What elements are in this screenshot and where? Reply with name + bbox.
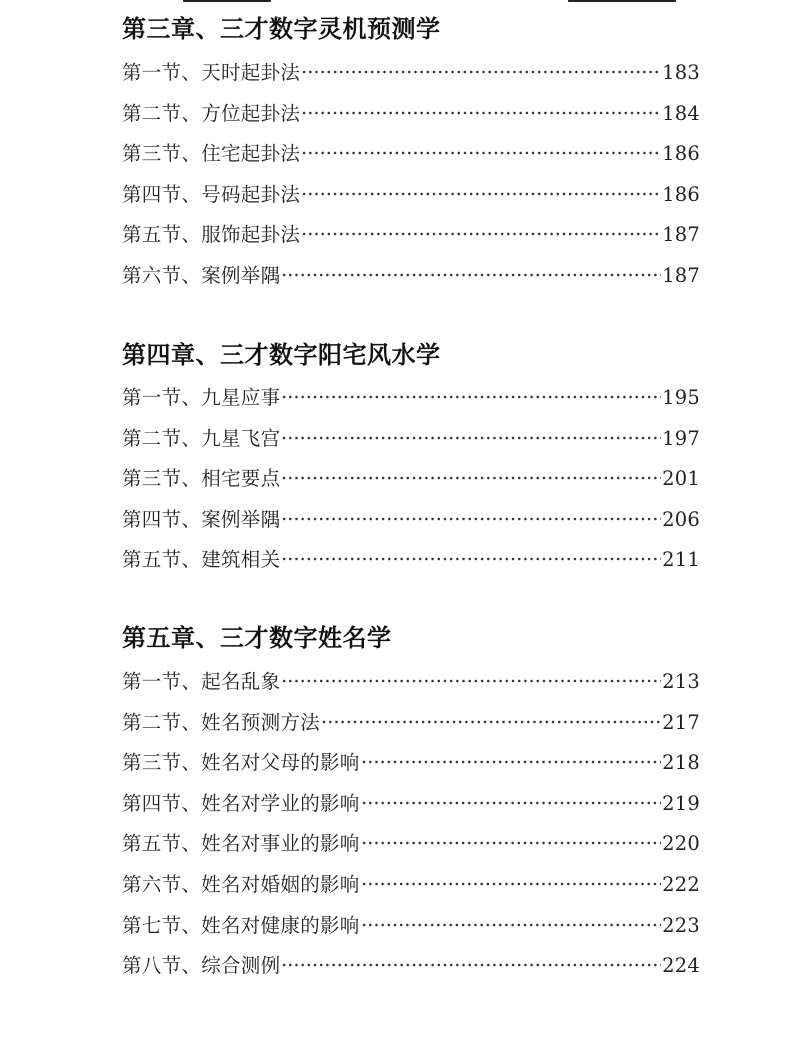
toc-entry[interactable]	[122, 94, 700, 135]
page-number: 217	[662, 710, 700, 734]
section-list	[122, 662, 700, 987]
section-list	[122, 53, 700, 297]
toc-entry[interactable]	[122, 53, 700, 94]
dot-leader	[281, 963, 661, 967]
chapter-title: 第三章、三才数字灵机预测学	[122, 15, 441, 43]
dot-leader	[361, 841, 662, 845]
section-title: 第五节、姓名对事业的影响	[122, 832, 360, 856]
toc-entry[interactable]	[122, 865, 700, 906]
section-title: 第三节、住宅起卦法	[122, 142, 301, 166]
section-list	[122, 378, 700, 581]
toc-entry[interactable]	[122, 419, 700, 460]
section-title: 第八节、综合测例	[122, 954, 281, 978]
cropped-text-fragment	[568, 0, 676, 2]
section-title: 第一节、起名乱象	[122, 670, 281, 693]
chapter-4	[122, 340, 700, 581]
chapter-3	[122, 14, 700, 297]
section-title: 第七节、姓名对健康的影响	[122, 913, 360, 937]
cropped-text-fragment	[183, 0, 271, 2]
page-number: 220	[662, 832, 700, 856]
dot-leader	[281, 436, 661, 440]
dot-leader	[361, 760, 662, 764]
section-title: 第三节、姓名对父母的影响	[122, 751, 360, 775]
toc-entry[interactable]	[122, 824, 700, 865]
toc-entry[interactable]	[122, 134, 700, 175]
dot-leader	[281, 476, 661, 480]
toc-entry[interactable]	[122, 743, 700, 784]
page-number: 186	[662, 182, 700, 206]
dot-leader	[361, 801, 662, 805]
page-number: 201	[662, 467, 700, 491]
section-title: 第六节、案例举隅	[122, 263, 281, 287]
section-title: 第三节、相宅要点	[122, 467, 281, 491]
toc-entry[interactable]	[122, 906, 700, 947]
toc-entry[interactable]	[122, 946, 700, 987]
page-number: 206	[662, 507, 700, 531]
toc-entry[interactable]	[122, 540, 700, 581]
page-number: 184	[662, 101, 700, 125]
page-number: 187	[662, 263, 700, 287]
toc-entry[interactable]	[122, 662, 700, 703]
dot-leader	[281, 557, 661, 561]
toc-entry[interactable]	[122, 784, 700, 825]
toc-entry[interactable]	[122, 175, 700, 216]
toc-entry[interactable]	[122, 256, 700, 297]
page-number: 222	[662, 872, 700, 896]
section-title: 第二节、九星飞宫	[122, 426, 281, 450]
section-title: 第二节、姓名预测方法	[122, 710, 321, 734]
dot-leader	[301, 111, 661, 115]
toc-entry[interactable]	[122, 378, 700, 419]
toc-entry[interactable]	[122, 500, 700, 541]
dot-leader	[281, 273, 661, 277]
page-number: 186	[662, 142, 700, 166]
toc-entry[interactable]	[122, 703, 700, 744]
page-number: 218	[662, 751, 700, 775]
dot-leader	[301, 151, 661, 155]
section-title: 第二节、方位起卦法	[122, 101, 301, 125]
page-number: 224	[662, 954, 700, 978]
toc-entry[interactable]	[122, 215, 700, 256]
chapter-title: 第五章、三才数字姓名学	[122, 624, 392, 652]
page-number: 183	[662, 61, 700, 84]
dot-leader	[301, 232, 661, 236]
chapter-5	[122, 623, 700, 987]
toc-entry[interactable]	[122, 459, 700, 500]
section-title: 第四节、案例举隅	[122, 507, 281, 531]
dot-leader	[301, 192, 661, 196]
dot-leader	[281, 517, 661, 521]
dot-leader	[281, 395, 661, 399]
page-number: 187	[662, 223, 700, 247]
section-title: 第五节、建筑相关	[122, 548, 281, 572]
page-number: 213	[662, 670, 700, 693]
cropped-header-fragment	[0, 0, 802, 6]
dot-leader	[301, 70, 661, 74]
page-number: 223	[662, 913, 700, 937]
page-number: 211	[662, 548, 700, 572]
page-number: 197	[662, 426, 700, 450]
dot-leader	[321, 720, 661, 724]
page-number: 195	[662, 386, 700, 409]
dot-leader	[281, 679, 661, 683]
dot-leader	[361, 923, 662, 927]
section-title: 第一节、天时起卦法	[122, 61, 301, 84]
section-title: 第四节、姓名对学业的影响	[122, 791, 360, 815]
section-title: 第五节、服饰起卦法	[122, 223, 301, 247]
page-number: 219	[662, 791, 700, 815]
dot-leader	[361, 882, 662, 886]
section-title: 第六节、姓名对婚姻的影响	[122, 872, 360, 896]
section-title: 第一节、九星应事	[122, 386, 281, 409]
chapter-title: 第四章、三才数字阳宅风水学	[122, 341, 441, 369]
section-title: 第四节、号码起卦法	[122, 182, 301, 206]
